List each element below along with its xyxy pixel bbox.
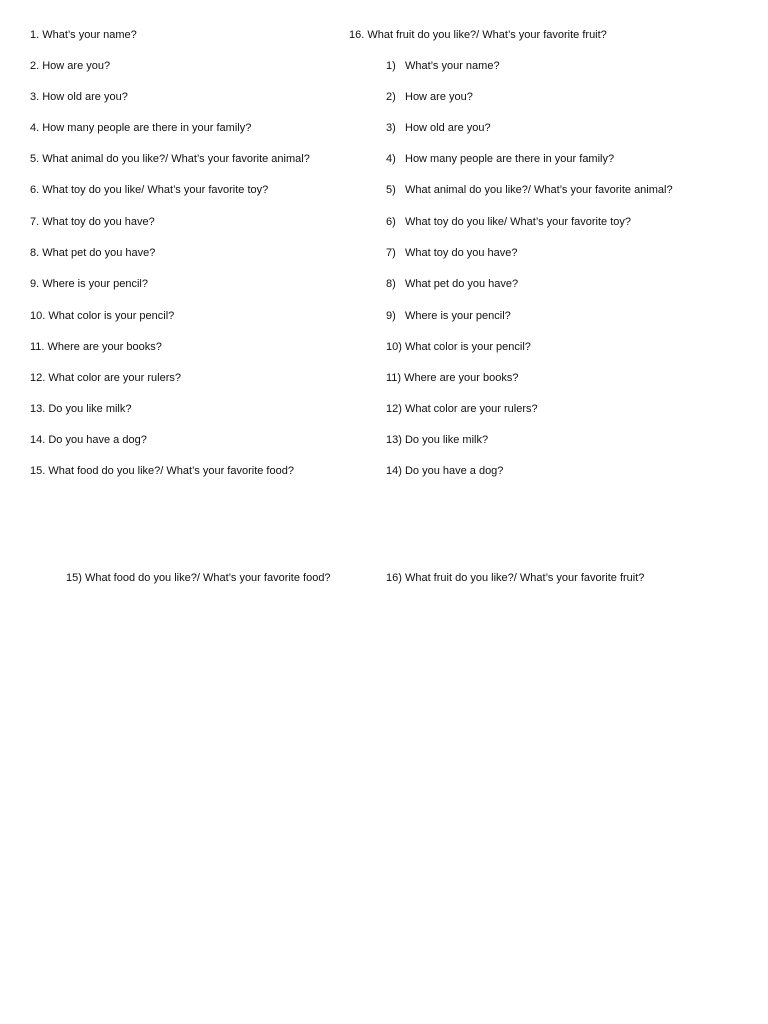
- right-list-item-13: 13) Do you like milk?: [386, 434, 489, 446]
- right-list-item-1: [386, 59, 500, 73]
- right-list-number: 7): [386, 247, 396, 259]
- right-list-item-9: [386, 309, 511, 323]
- right-list-text: What animal do you like?/ What’s your favorite animal?: [405, 184, 673, 196]
- right-list-item-4: [386, 152, 614, 166]
- right-list-item-10: 10) What color is your pencil?: [386, 341, 531, 353]
- left-question-15: 15. What food do you like?/ What’s your favorite food?: [30, 465, 294, 477]
- right-list-number: 8): [386, 278, 396, 290]
- left-question-8: 8. What pet do you have?: [30, 247, 156, 259]
- right-list-number: 4): [386, 153, 396, 165]
- left-question-1: 1. What’s your name?: [30, 29, 137, 41]
- left-question-5: 5. What animal do you like?/ What’s your favorite animal?: [30, 153, 310, 165]
- right-list-item-7: [386, 246, 518, 260]
- right-list-text: What’s your name?: [405, 60, 500, 72]
- left-question-11: 11. Where are your books?: [30, 341, 162, 353]
- left-question-7: 7. What toy do you have?: [30, 216, 155, 228]
- right-list-text: How are you?: [405, 91, 473, 103]
- right-list-text: How many people are there in your family?: [405, 153, 615, 165]
- left-question-10: 10. What color is your pencil?: [30, 310, 175, 322]
- right-list-number: 9): [386, 310, 396, 322]
- right-header-question-16: 16. What fruit do you like?/ What’s your favorite fruit?: [349, 29, 607, 41]
- left-question-12: 12. What color are your rulers?: [30, 372, 182, 384]
- right-list-text: How old are you?: [405, 122, 491, 134]
- left-question-4: 4. How many people are there in your family?: [30, 122, 252, 134]
- right-list-number: 1): [386, 60, 396, 72]
- bottom-question-16: 16) What fruit do you like?/ What’s your favorite fruit?: [386, 572, 645, 584]
- right-list-item-3: [386, 121, 491, 135]
- right-list-number: 6): [386, 216, 396, 228]
- right-list-item-8: [386, 277, 518, 291]
- right-list-text: What pet do you have?: [405, 278, 519, 290]
- right-list-text: Where is your pencil?: [405, 310, 511, 322]
- right-list-item-2: [386, 90, 473, 104]
- left-question-14: 14. Do you have a dog?: [30, 434, 147, 446]
- bottom-question-15: 15) What food do you like?/ What’s your favorite food?: [66, 572, 331, 584]
- left-question-6: 6. What toy do you like/ What’s your favorite toy?: [30, 184, 269, 196]
- left-question-9: 9. Where is your pencil?: [30, 278, 148, 290]
- right-list-number: 5): [386, 184, 396, 196]
- right-list-item-6: [386, 215, 631, 229]
- right-list-item-14: 14) Do you have a dog?: [386, 465, 504, 477]
- right-list-number: 2): [386, 91, 396, 103]
- right-list-item-11: 11) Where are your books?: [386, 372, 519, 384]
- left-question-2: 2. How are you?: [30, 60, 111, 72]
- right-list-number: 3): [386, 122, 396, 134]
- right-list-text: What toy do you like/ What’s your favorite toy?: [405, 216, 632, 228]
- right-list-text: What toy do you have?: [405, 247, 518, 259]
- left-question-3: 3. How old are you?: [30, 91, 128, 103]
- right-list-item-5: [386, 183, 673, 197]
- left-question-13: 13. Do you like milk?: [30, 403, 132, 415]
- right-list-item-12: 12) What color are your rulers?: [386, 403, 538, 415]
